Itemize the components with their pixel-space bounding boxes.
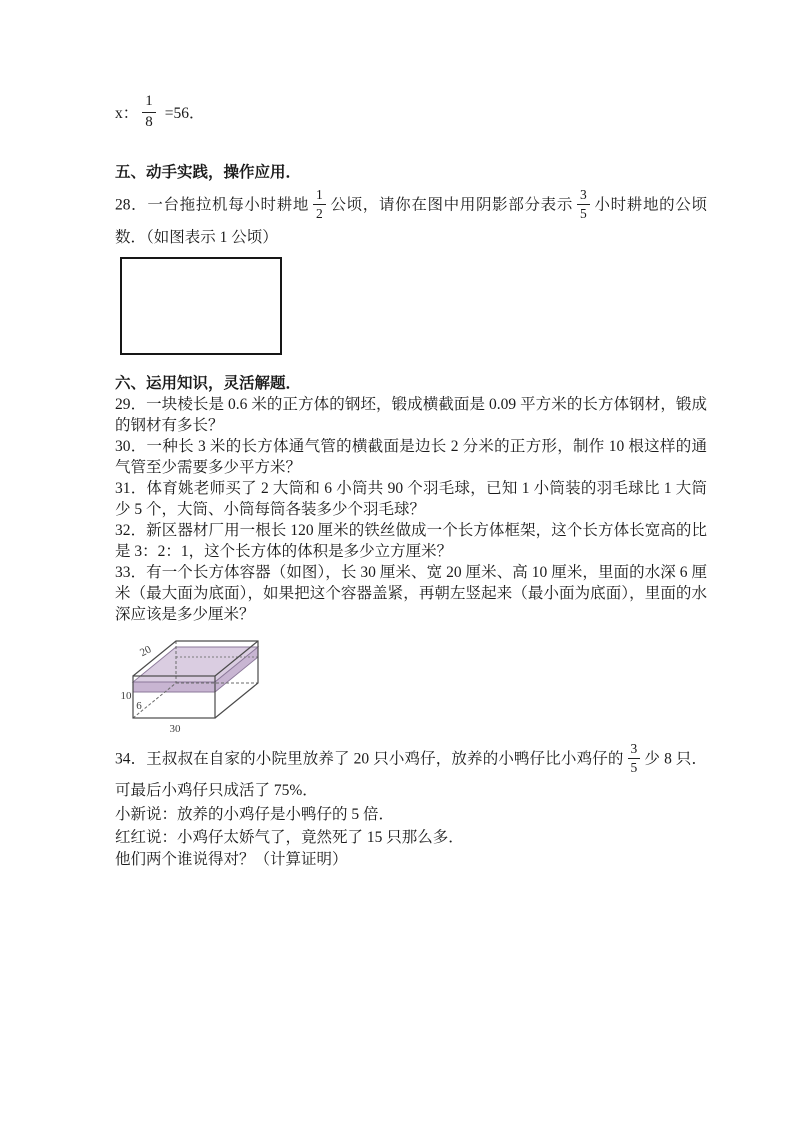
equation-prefix: x： [115, 105, 139, 122]
question-30: 30．一种长 3 米的长方体通气管的横截面是边长 2 分米的正方形，制作 10 根这样的通气管至少需要多少平方米？ [115, 438, 707, 477]
question-31: 31．体育姚老师买了 2 大筒和 6 小筒共 90 个羽毛球，已知 1 小筒装的羽毛球比 1 大筒少 5 个，大筒、小筒每筒各装多少个羽毛球？ [115, 480, 707, 519]
q28-text-2: 公顷，请你在图中用阴影部分表示 [329, 196, 574, 214]
worksheet-content [115, 90, 707, 872]
fraction-numerator: 1 [313, 187, 326, 205]
label-length-30: 30 [169, 723, 181, 736]
question-33: 33．有一个长方体容器（如图），长 30 厘米、宽 20 厘米、高 10 厘米，里面的水深 6 厘米（最大面为底面），如果把这个容器盖紧，再朝左竖起来（最小面为底面），里面的水深应该是多少厘米？ [115, 564, 707, 624]
xiaoxin-statement: 小新说：放养的小鸡仔是小鸭仔的 5 倍． [115, 806, 395, 824]
question-34 [115, 743, 707, 804]
question-28 [115, 189, 707, 253]
label-height-10: 10 [120, 690, 132, 703]
fraction-3-5 [628, 741, 641, 775]
equation-suffix: =56． [164, 105, 205, 122]
equation-x-divided [115, 90, 707, 134]
section5-heading: 五、动手实践，操作应用． [115, 164, 302, 181]
label-water-depth-6: 6 [136, 700, 142, 713]
honghong-statement: 红红说：小鸡仔太娇气了，竟然死了 15 只那么多． [115, 828, 464, 846]
fraction-numerator: 1 [142, 93, 156, 112]
question-29: 29．一块棱长是 0.6 米的正方体的钢坯，锻成横截面是 0.09 平方米的长方体钢材，锻成的钢材有多长？ [115, 396, 707, 435]
question-32: 32．新区器材厂用一根长 120 厘米的铁丝做成一个长方体框架，这个长方体长宽高的比是 3：2：1，这个长方体的体积是多少立方厘米？ [115, 522, 707, 561]
section6-heading: 六、运用知识，灵活解题． [115, 375, 302, 393]
q28-text-1: 28．一台拖拉机每小时耕地 [115, 196, 310, 214]
fraction-denominator: 5 [580, 205, 587, 221]
fraction-denominator: 8 [145, 113, 153, 130]
fraction-denominator: 5 [630, 759, 638, 775]
hectare-unit-box [120, 257, 282, 355]
cuboid-water-diagram [117, 629, 322, 735]
q34-text-1: 34．王叔叔在自家的小院里放养了 20 只小鸡仔，放养的小鸭仔比小鸡仔的 [115, 750, 624, 768]
fraction-3-5 [577, 187, 590, 221]
q34-text-2: 少 8 只．可最后小鸡仔只成活了 75%． [115, 750, 707, 800]
fraction-numerator: 3 [628, 741, 641, 759]
fraction-1-8 [142, 93, 156, 131]
label-depth-20: 20 [138, 643, 154, 660]
fraction-denominator: 2 [316, 205, 323, 221]
q28-text-3: 小时耕地的公顷数．（如图表示 1 公顷） [115, 196, 707, 247]
fraction-1-2 [313, 187, 326, 221]
question-34-prompt: 他们两个谁说得对？（计算证明） [115, 851, 348, 869]
fraction-numerator: 3 [577, 187, 590, 205]
